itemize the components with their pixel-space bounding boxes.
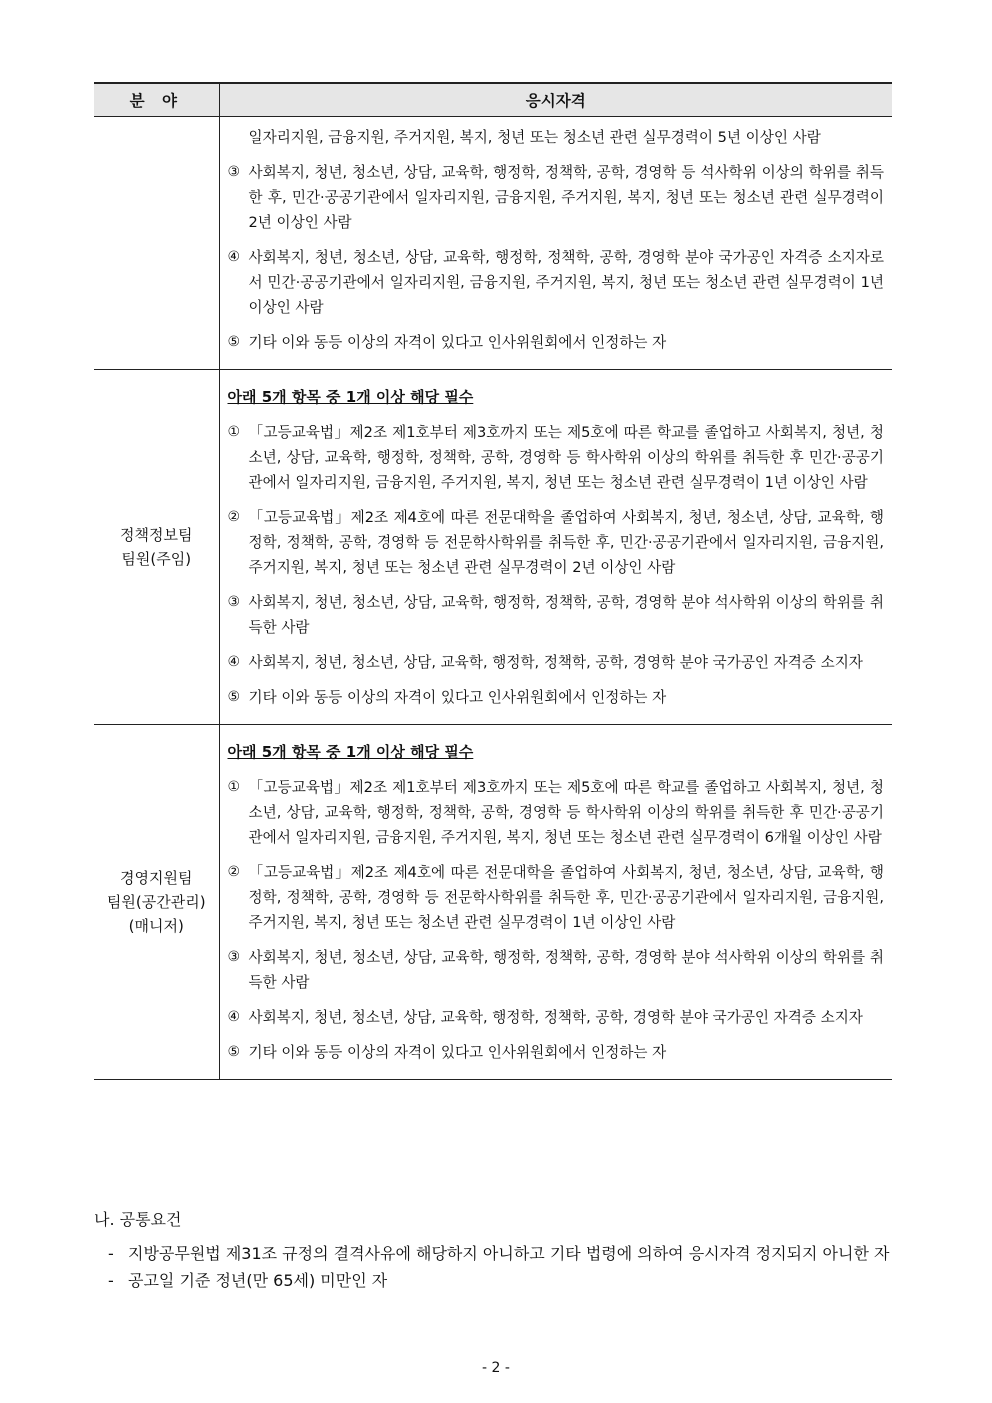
category-cell [94,370,219,725]
section-title: 나. 공통요건 [94,1210,182,1229]
category-cell [94,725,219,1080]
qualification-cell [219,370,892,725]
item-number: ① [227,779,241,795]
item-number: ⑤ [227,689,241,705]
table-row-continued [94,117,892,370]
list-item [228,420,885,495]
bullet-dash: - [108,1271,114,1290]
item-number: ④ [227,249,241,265]
common-requirements [94,1206,894,1294]
item-text: 사회복지, 청년, 청소년, 상담, 교육학, 행정학, 정책학, 공학, 경영학 분야 석사학위 이상의 학위를 취득한 사람 [248,594,884,636]
qualification-table [94,82,892,1080]
item-text: 사회복지, 청년, 청소년, 상담, 교육학, 행정학, 정책학, 공학, 경영학 분야 국가공인 자격증 소지자 [248,1009,863,1026]
list-item [228,775,885,850]
item-number: ④ [227,1009,241,1025]
item-number: ② [227,864,241,880]
item-number: ② [227,509,241,525]
bullet-text: 지방공무원법 제31조 규정의 결격사유에 해당하지 아니하고 기타 법령에 의하여 응시자격 정지되지 아니한 자 [128,1244,890,1263]
list-item [228,945,885,995]
item-text: 기타 이와 동등 이상의 자격이 있다고 인사위원회에서 인정하는 자 [248,1044,667,1061]
qualification-table-container [94,82,892,1080]
table-row-management-support [94,725,892,1080]
item-text: 기타 이와 동등 이상의 자격이 있다고 인사위원회에서 인정하는 자 [248,689,667,706]
category-team: 경영지원팀 [120,869,193,887]
list-item [228,685,885,710]
requirement-heading: 아래 5개 항목 중 1개 이상 해당 필수 [227,743,474,761]
list-item [228,505,885,580]
item-number: ③ [227,949,241,965]
item-number: ⑤ [227,1044,241,1060]
bullet-item [108,1267,894,1294]
category-position: 팀원(주임) [121,550,192,568]
item-text: 사회복지, 청년, 청소년, 상담, 교육학, 행정학, 정책학, 공학, 경영학 분야 국가공인 자격증 소지자 [248,654,863,671]
item-number: ③ [227,594,241,610]
header-category: 분 야 [94,83,219,117]
item-number: ① [227,424,241,440]
item-text: 기타 이와 동등 이상의 자격이 있다고 인사위원회에서 인정하는 자 [248,334,667,351]
requirement-heading: 아래 5개 항목 중 1개 이상 해당 필수 [227,388,474,406]
bullet-dash: - [108,1244,114,1263]
category-cell-empty [94,117,219,370]
list-item [228,590,885,640]
item-text: 「고등교육법」제2조 제1호부터 제3호까지 또는 제5호에 따른 학교를 졸업하고 사회복지, 청년, 청소년, 상담, 교육학, 행정학, 정책학, 공학, 경영학 등 학사학위 이상의 학위를 취득한 후 민간·공공기관에서 일자리지원, 금융지원, 주거지원, 복지, 청년 또는 청소년 관련 실무경력이 1년 이상인 사람 [248,424,884,491]
list-item [228,330,885,355]
item-text: 「고등교육법」제2조 제4호에 따른 전문대학을 졸업하여 사회복지, 청년, 청소년, 상담, 교육학, 행정학, 정책학, 공학, 경영학 등 전문학사학위를 취득한 후, 민간·공공기관에서 일자리지원, 금융지원, 주거지원, 복지, 청년 또는 청소년 관련 실무경력이 2년 이상인 사람 [248,509,884,576]
list-item [228,1040,885,1065]
page-number: - 2 - [482,1360,510,1376]
category-team: 정책정보팀 [120,526,193,544]
continued-text: 일자리지원, 금융지원, 주거지원, 복지, 청년 또는 청소년 관련 실무경력이 5년 이상인 사람 [248,129,821,146]
item-number: ⑤ [227,334,241,350]
item-number: ③ [227,164,241,180]
item-text: 사회복지, 청년, 청소년, 상담, 교육학, 행정학, 정책학, 공학, 경영학 분야 국가공인 자격증 소지자로서 민간·공공기관에서 일자리지원, 금융지원, 주거지원, 복지, 청년 또는 청소년 관련 실무경력이 1년 이상인 사람 [248,249,884,316]
item-text: 사회복지, 청년, 청소년, 상담, 교육학, 행정학, 정책학, 공학, 경영학 등 석사학위 이상의 학위를 취득한 후, 민간·공공기관에서 일자리지원, 금융지원, 주거지원, 복지, 청년 또는 청소년 관련 실무경력이 2년 이상인 사람 [248,164,884,231]
list-item [228,160,885,235]
bullet-text: 공고일 기준 정년(만 65세) 미만인 자 [128,1271,388,1290]
qualification-cell [219,117,892,370]
item-text: 사회복지, 청년, 청소년, 상담, 교육학, 행정학, 정책학, 공학, 경영학 분야 석사학위 이상의 학위를 취득한 사람 [248,949,884,991]
list-item [228,860,885,935]
item-text: 「고등교육법」제2조 제1호부터 제3호까지 또는 제5호에 따른 학교를 졸업하고 사회복지, 청년, 청소년, 상담, 교육학, 행정학, 정책학, 공학, 경영학 등 학사학위 이상의 학위를 취득한 후 민간·공공기관에서 일자리지원, 금융지원, 주거지원, 복지, 청년 또는 청소년 관련 실무경력이 6개월 이상인 사람 [248,779,884,846]
table-row-policy-info [94,370,892,725]
bullet-item [108,1240,894,1267]
list-item [228,1005,885,1030]
header-qualification: 응시자격 [219,83,892,117]
category-role: (매니저) [128,917,184,935]
category-position: 팀원(공간관리) [106,893,206,911]
item-text: 「고등교육법」제2조 제4호에 따른 전문대학을 졸업하여 사회복지, 청년, 청소년, 상담, 교육학, 행정학, 정책학, 공학, 경영학 등 전문학사학위를 취득한 후, 민간·공공기관에서 일자리지원, 금융지원, 주거지원, 복지, 청년 또는 청소년 관련 실무경력이 1년 이상인 사람 [248,864,884,931]
qualification-cell [219,725,892,1080]
item-number: ④ [227,654,241,670]
list-item [228,245,885,320]
table-header-row [94,83,892,117]
list-item [228,650,885,675]
